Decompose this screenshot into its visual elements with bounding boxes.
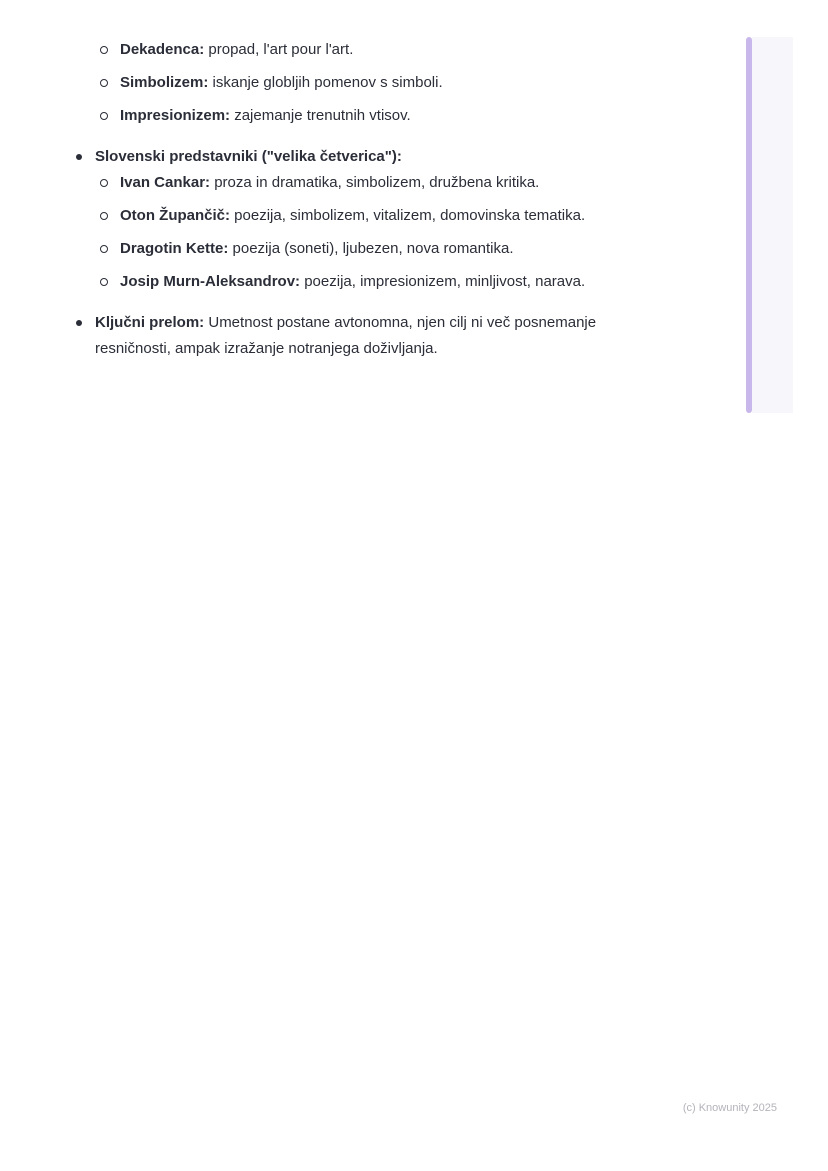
list-item-text: poezija, simbolizem, vitalizem, domovinska tematika. xyxy=(234,207,586,224)
bullet-list xyxy=(0,37,828,362)
list-item-text: Umetnost postane avtonomna, njen cilj ni več posnemanje resničnosti, ampak izražanje notranjega doživljanja. xyxy=(95,314,597,357)
list-item-label: Dekadenca: xyxy=(120,41,205,58)
list-item-text: proza in dramatika, simbolizem, družbena kritika. xyxy=(214,174,540,191)
circle-bullet-icon xyxy=(100,278,108,286)
list-item-label: Oton Župančič: xyxy=(120,207,230,224)
circle-bullet-icon xyxy=(100,179,108,187)
margin-panel xyxy=(752,37,793,413)
list-item xyxy=(0,37,828,63)
list-item xyxy=(0,236,828,262)
list-item-text: propad, l'art pour l'art. xyxy=(208,41,354,58)
circle-bullet-icon xyxy=(100,79,108,87)
list-item-label: Simbolizem: xyxy=(120,74,209,91)
list-item-text: iskanje globljih pomenov s simboli. xyxy=(212,74,443,91)
list-item-text: zajemanje trenutnih vtisov. xyxy=(234,107,411,124)
list-item-label: Ivan Cankar: xyxy=(120,174,211,191)
list-item xyxy=(0,269,828,295)
circle-bullet-icon xyxy=(100,212,108,220)
circle-bullet-icon xyxy=(100,112,108,120)
disc-bullet-icon xyxy=(76,154,82,160)
list-item-label: Dragotin Kette: xyxy=(120,240,229,257)
disc-bullet-icon xyxy=(76,320,82,326)
list-item xyxy=(0,203,828,229)
circle-bullet-icon xyxy=(100,46,108,54)
list-item-label: Slovenski predstavniki ("velika četverica"): xyxy=(95,148,402,165)
list-item-label: Josip Murn-Aleksandrov: xyxy=(120,273,301,290)
list-item xyxy=(0,310,635,362)
list-item xyxy=(0,103,828,129)
list-item-text: poezija, impresionizem, minljivost, narava. xyxy=(304,273,586,290)
copyright-credit: (c) Knowunity 2025 xyxy=(682,1102,777,1114)
list-item xyxy=(0,70,828,96)
list-item xyxy=(0,144,635,170)
circle-bullet-icon xyxy=(100,245,108,253)
list-item-text: poezija (soneti), ljubezen, nova romantika. xyxy=(232,240,514,257)
list-item-label: Ključni prelom: xyxy=(95,314,205,331)
list-item-label: Impresionizem: xyxy=(120,107,231,124)
list-item xyxy=(0,170,828,196)
